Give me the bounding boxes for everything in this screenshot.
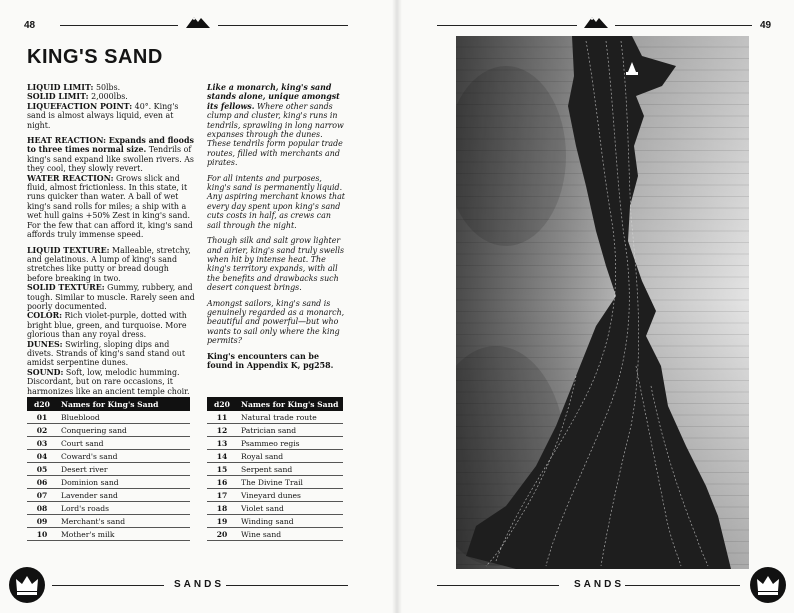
roll-number: 11 — [207, 411, 237, 424]
property-text: Malleable, stretchy, and gelatinous. A lump of king's sand stretches like putty or bread dough before breaking in two. — [27, 245, 191, 283]
table-row — [27, 463, 190, 476]
reaction-block — [27, 136, 195, 239]
roll-number: 20 — [207, 528, 237, 541]
sand-name: Natural trade route — [237, 411, 343, 424]
roll-number: 05 — [27, 463, 57, 476]
sand-name: Coward's sand — [57, 450, 190, 463]
footer-label-right: SANDS — [574, 579, 625, 590]
crown-icon — [8, 566, 46, 604]
sand-name: Lord's roads — [57, 502, 190, 515]
property-text: 50lbs. — [93, 83, 121, 92]
sand-name: Blueblood — [57, 411, 190, 424]
property-text: Swirling, sloping dips and divets. Strands of king's sand stand out amidst serpentine dunes. — [27, 339, 185, 368]
table-row — [207, 437, 343, 450]
mountain-icon — [186, 15, 210, 29]
lore-paragraph: Amongst sailors, king's sand is genuinely regarded as a monarch, beautiful and powerful—but who wants to sail only where the king permits? — [207, 298, 345, 346]
property-text: 2,000lbs. — [88, 92, 128, 102]
property-label: DUNES: — [27, 339, 63, 349]
lore-intro-bold: Like a monarch, king's sand stands alone, unique amongst its fellows. — [207, 83, 340, 111]
property-entry — [27, 246, 191, 283]
table-row — [207, 528, 343, 541]
names-table-2 — [207, 397, 343, 541]
property-label: LIQUID LIMIT: — [27, 83, 94, 92]
property-text: Grows slick and fluid, almost frictionless. In this state, it runs quicker than water. A ball of wet king's sand rolls for miles; a ship with a wet hull gains +50% Zest in king's sand. For the few that can afford it, king's sand affords truly immense speed. — [27, 173, 193, 240]
roll-number: 10 — [27, 528, 57, 541]
sand-name: Royal sand — [237, 450, 343, 463]
property-label: LIQUID TEXTURE: — [27, 245, 110, 255]
property-entry — [27, 311, 187, 339]
table-row — [207, 450, 343, 463]
property-text: Soft, low, melodic humming. Discordant, but on rare occasions, it harmonizes like an ancient temple choir. — [27, 367, 190, 396]
property-entry — [27, 283, 195, 311]
footer-rule — [52, 585, 164, 586]
property-entry — [27, 368, 190, 396]
page-number-left: 48 — [24, 20, 36, 31]
table-row — [207, 476, 343, 489]
table-row — [27, 515, 190, 528]
property-entry — [27, 102, 178, 130]
sand-name: Vineyard dunes — [237, 489, 343, 502]
property-label: COLOR: — [27, 311, 63, 321]
property-entry — [27, 174, 193, 239]
king-sand-map-illustration — [456, 36, 749, 569]
table-row — [27, 437, 190, 450]
property-entry — [27, 83, 120, 92]
sand-name: Psammeo regis — [237, 437, 343, 450]
roll-number: 09 — [27, 515, 57, 528]
sand-name: Court sand — [57, 437, 190, 450]
lore-column — [207, 83, 347, 376]
property-label: LIQUEFACTION POINT: — [27, 101, 133, 111]
roll-number: 17 — [207, 489, 237, 502]
encounters-note: King's encounters can be found in Appendix K, pg258. — [207, 351, 334, 370]
footer-label-left: SANDS — [174, 579, 225, 590]
footer-rule — [437, 585, 559, 586]
table-row — [207, 411, 343, 424]
lore-paragraph: For all intents and purposes, king's sand is permanently liquid. Any aspiring merchant knows that every day spent upon king's sand cuts costs in half, as crews can sail through the night. — [207, 173, 345, 230]
property-label: SOLID TEXTURE: — [27, 283, 105, 293]
sand-name: Desert river — [57, 463, 190, 476]
property-text: Gummy, rubbery, and tough. Similar to muscle. Rarely seen and poorly documented. — [27, 283, 195, 311]
property-entry — [27, 92, 128, 101]
roll-number: 19 — [207, 515, 237, 528]
property-entry — [27, 340, 185, 368]
mountain-icon — [584, 15, 608, 29]
texture-block — [27, 246, 195, 397]
property-label: WATER REACTION: — [27, 173, 114, 183]
lore-intro: Where other sands clump and cluster, king's runs in tendrils, sprawling in long narrow expanses through the dunes. These tendrils form popular trade routes, filled with merchants and pirates. — [207, 101, 344, 168]
footer-rule — [625, 585, 740, 586]
table-row — [207, 463, 343, 476]
table-row — [27, 424, 190, 437]
sand-name: Serpent sand — [237, 463, 343, 476]
sand-name: Wine sand — [237, 528, 343, 541]
names-table-1 — [27, 397, 190, 541]
header-rule — [218, 25, 348, 26]
roll-number: 06 — [27, 476, 57, 489]
sand-name: Mother's milk — [57, 528, 190, 541]
roll-number: 02 — [27, 424, 57, 437]
table-row — [207, 515, 343, 528]
table-header-name: Names for King's Sand — [57, 397, 190, 411]
header-rule — [60, 25, 178, 26]
sand-name: The Divine Trail — [237, 476, 343, 489]
property-entry — [27, 136, 194, 173]
header-rule — [437, 25, 577, 26]
roll-number: 08 — [27, 502, 57, 515]
table-row — [27, 528, 190, 541]
table-row — [207, 424, 343, 437]
table-row — [207, 502, 343, 515]
roll-number: 13 — [207, 437, 237, 450]
sand-name: Conquering sand — [57, 424, 190, 437]
header-rule — [615, 25, 752, 26]
roll-number: 12 — [207, 424, 237, 437]
roll-number: 16 — [207, 476, 237, 489]
sand-name: Lavender sand — [57, 489, 190, 502]
property-text: 40°. King's sand is almost always liquid, even at night. — [27, 101, 179, 130]
roll-number: 14 — [207, 450, 237, 463]
page-title: KING'S SAND — [27, 46, 163, 68]
page-number-right: 49 — [760, 20, 772, 31]
property-label: SOUND: — [27, 367, 64, 377]
sand-name: Dominion sand — [57, 476, 190, 489]
table-row — [27, 502, 190, 515]
lore-paragraph: Though silk and salt grow lighter and airier, king's sand truly swells when hit by intense heat. The king's territory expands, with all the benefits and drawbacks such desert conquest brings. — [207, 236, 345, 293]
crown-icon — [749, 566, 787, 604]
stats-block — [27, 83, 195, 130]
sand-name: Merchant's sand — [57, 515, 190, 528]
roll-number: 07 — [27, 489, 57, 502]
table-header-die: d20 — [27, 397, 57, 411]
sand-name: Winding sand — [237, 515, 343, 528]
table-header-name: Names for King's Sand — [237, 397, 343, 411]
property-label: SOLID LIMIT: — [27, 92, 89, 102]
roll-number: 03 — [27, 437, 57, 450]
table-row — [27, 411, 190, 424]
roll-number: 15 — [207, 463, 237, 476]
sand-name: Violet sand — [237, 502, 343, 515]
property-label: HEAT REACTION: Expands and floods to three times normal size. — [27, 136, 194, 155]
table-row — [27, 476, 190, 489]
sand-name: Patrician sand — [237, 424, 343, 437]
table-row — [207, 489, 343, 502]
table-header-die: d20 — [207, 397, 237, 411]
table-row — [27, 450, 190, 463]
roll-number: 01 — [27, 411, 57, 424]
table-row — [27, 489, 190, 502]
sand-properties — [27, 83, 195, 402]
property-text: Rich violet-purple, dotted with bright blue, green, and turquoise. More glorious than any royal dress. — [27, 311, 187, 340]
footer-rule — [226, 585, 348, 586]
roll-number: 18 — [207, 502, 237, 515]
property-text: Tendrils of king's sand expand like swollen rivers. As they cool, they slowly revert. — [27, 145, 194, 174]
roll-number: 04 — [27, 450, 57, 463]
